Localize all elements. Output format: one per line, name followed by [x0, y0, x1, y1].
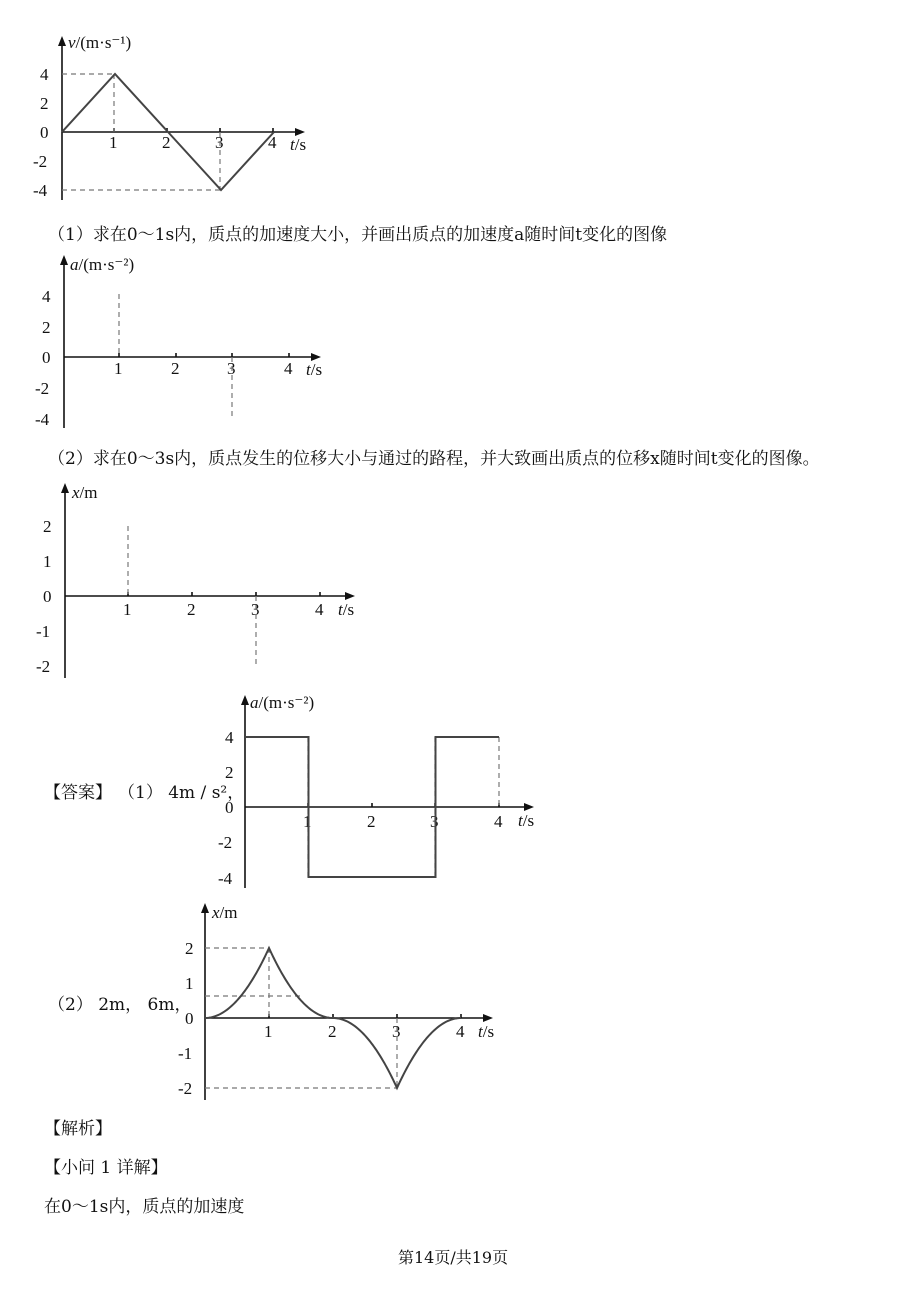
y-axis-arrow — [241, 695, 249, 705]
y-tick-labels — [178, 939, 194, 1098]
x-tick: 2 — [187, 600, 196, 619]
x-axis-label: t/s — [338, 600, 355, 619]
x-tick: 3 — [251, 600, 260, 619]
x-tick: 4 — [268, 133, 277, 152]
page-footer: 第14页/共19页 — [398, 1248, 509, 1267]
question-2: （2）求在0～3s内，质点发生的位移大小与通过的路程，并大致画出质点的位移x随时间t变化的图像。 — [48, 449, 820, 469]
x-tick: 3 — [430, 812, 439, 831]
y-tick: 0 — [43, 587, 52, 606]
velocity-time-graph — [30, 30, 330, 210]
acceleration-time-answer-graph — [220, 688, 550, 893]
y-tick: 4 — [42, 287, 51, 306]
y-tick: 2 — [225, 763, 234, 782]
y-tick-labels — [36, 517, 52, 676]
x-tick: 2 — [328, 1022, 337, 1041]
y-tick: 2 — [40, 94, 49, 113]
x-tick-labels — [109, 133, 277, 152]
x-axis-label: t/s — [518, 811, 535, 830]
x-tick-labels — [114, 359, 293, 378]
x-tick: 2 — [367, 812, 376, 831]
y-tick: 0 — [225, 798, 234, 817]
y-axis-arrow — [201, 903, 209, 913]
answer-part-2: （2） 2m， 6m， — [48, 995, 192, 1015]
displacement-time-blank-graph — [30, 478, 370, 683]
y-tick: -1 — [36, 622, 51, 641]
x-tick: 1 — [123, 600, 132, 619]
x-tick: 4 — [494, 812, 503, 831]
y-tick: -2 — [178, 1079, 193, 1098]
y-tick: -2 — [36, 657, 51, 676]
y-tick-labels — [33, 65, 49, 200]
x-axis-arrow — [524, 803, 534, 811]
y-tick: 0 — [42, 348, 51, 367]
x-tick: 4 — [315, 600, 324, 619]
analysis-tag: 【解析】 — [44, 1119, 112, 1139]
y-tick: -2 — [218, 833, 233, 852]
y-tick: 0 — [40, 123, 49, 142]
x-tick: 2 — [171, 359, 180, 378]
y-tick: 1 — [185, 974, 194, 993]
y-axis-label: v/(m·s⁻¹) — [68, 33, 132, 52]
y-axis-label: a/(m·s⁻²) — [250, 693, 315, 712]
y-tick-labels — [35, 287, 51, 429]
y-tick: 1 — [43, 552, 52, 571]
y-tick-labels — [218, 728, 234, 888]
y-tick: 0 — [185, 1009, 194, 1028]
answer-tag: 【答案】 — [44, 783, 112, 803]
y-axis-label: a/(m·s⁻²) — [70, 255, 135, 274]
x-axis-arrow — [483, 1014, 493, 1022]
y-tick: -4 — [33, 181, 48, 200]
x-tick-labels — [264, 1022, 465, 1041]
y-tick: -2 — [35, 379, 50, 398]
y-tick: 2 — [42, 318, 51, 337]
y-axis-label: x/m — [72, 483, 98, 502]
x-tick: 4 — [284, 359, 293, 378]
x-tick-labels — [303, 812, 503, 831]
x-axis-label: t/s — [306, 360, 323, 379]
analysis-line-1: 在0～1s内，质点的加速度 — [44, 1197, 245, 1217]
y-axis-arrow — [58, 36, 66, 46]
y-tick: -4 — [218, 869, 233, 888]
x-tick: 3 — [392, 1022, 401, 1041]
x-tick: 3 — [227, 359, 236, 378]
x-tick: 4 — [456, 1022, 465, 1041]
y-tick: 4 — [40, 65, 49, 84]
x-axis-label: t/s — [478, 1022, 495, 1041]
acceleration-time-blank-graph — [30, 248, 340, 438]
x-tick: 1 — [264, 1022, 273, 1041]
x-axis-label: t/s — [290, 135, 307, 154]
x-tick: 3 — [215, 133, 224, 152]
x-axis-arrow — [345, 592, 355, 600]
question-1: （1）求在0～1s内，质点的加速度大小，并画出质点的加速度a随时间t变化的图像 — [48, 225, 668, 245]
displacement-time-answer-graph — [178, 898, 508, 1103]
y-tick: -2 — [33, 152, 48, 171]
y-tick: 2 — [185, 939, 194, 958]
y-tick: 4 — [225, 728, 234, 747]
x-tick: 1 — [109, 133, 118, 152]
analysis-subtitle: 【小问 1 详解】 — [44, 1158, 168, 1178]
x-tick: 1 — [303, 812, 312, 831]
y-axis-arrow — [61, 483, 69, 493]
y-axis-arrow — [60, 255, 68, 265]
x-tick: 1 — [114, 359, 123, 378]
answer-part-1: （1） 4m / s²， — [118, 783, 245, 803]
y-tick: 2 — [43, 517, 52, 536]
x-tick: 2 — [162, 133, 171, 152]
y-tick: -4 — [35, 410, 50, 429]
y-tick: -1 — [178, 1044, 193, 1063]
x-tick-labels — [123, 600, 324, 619]
y-axis-label: x/m — [212, 903, 238, 922]
